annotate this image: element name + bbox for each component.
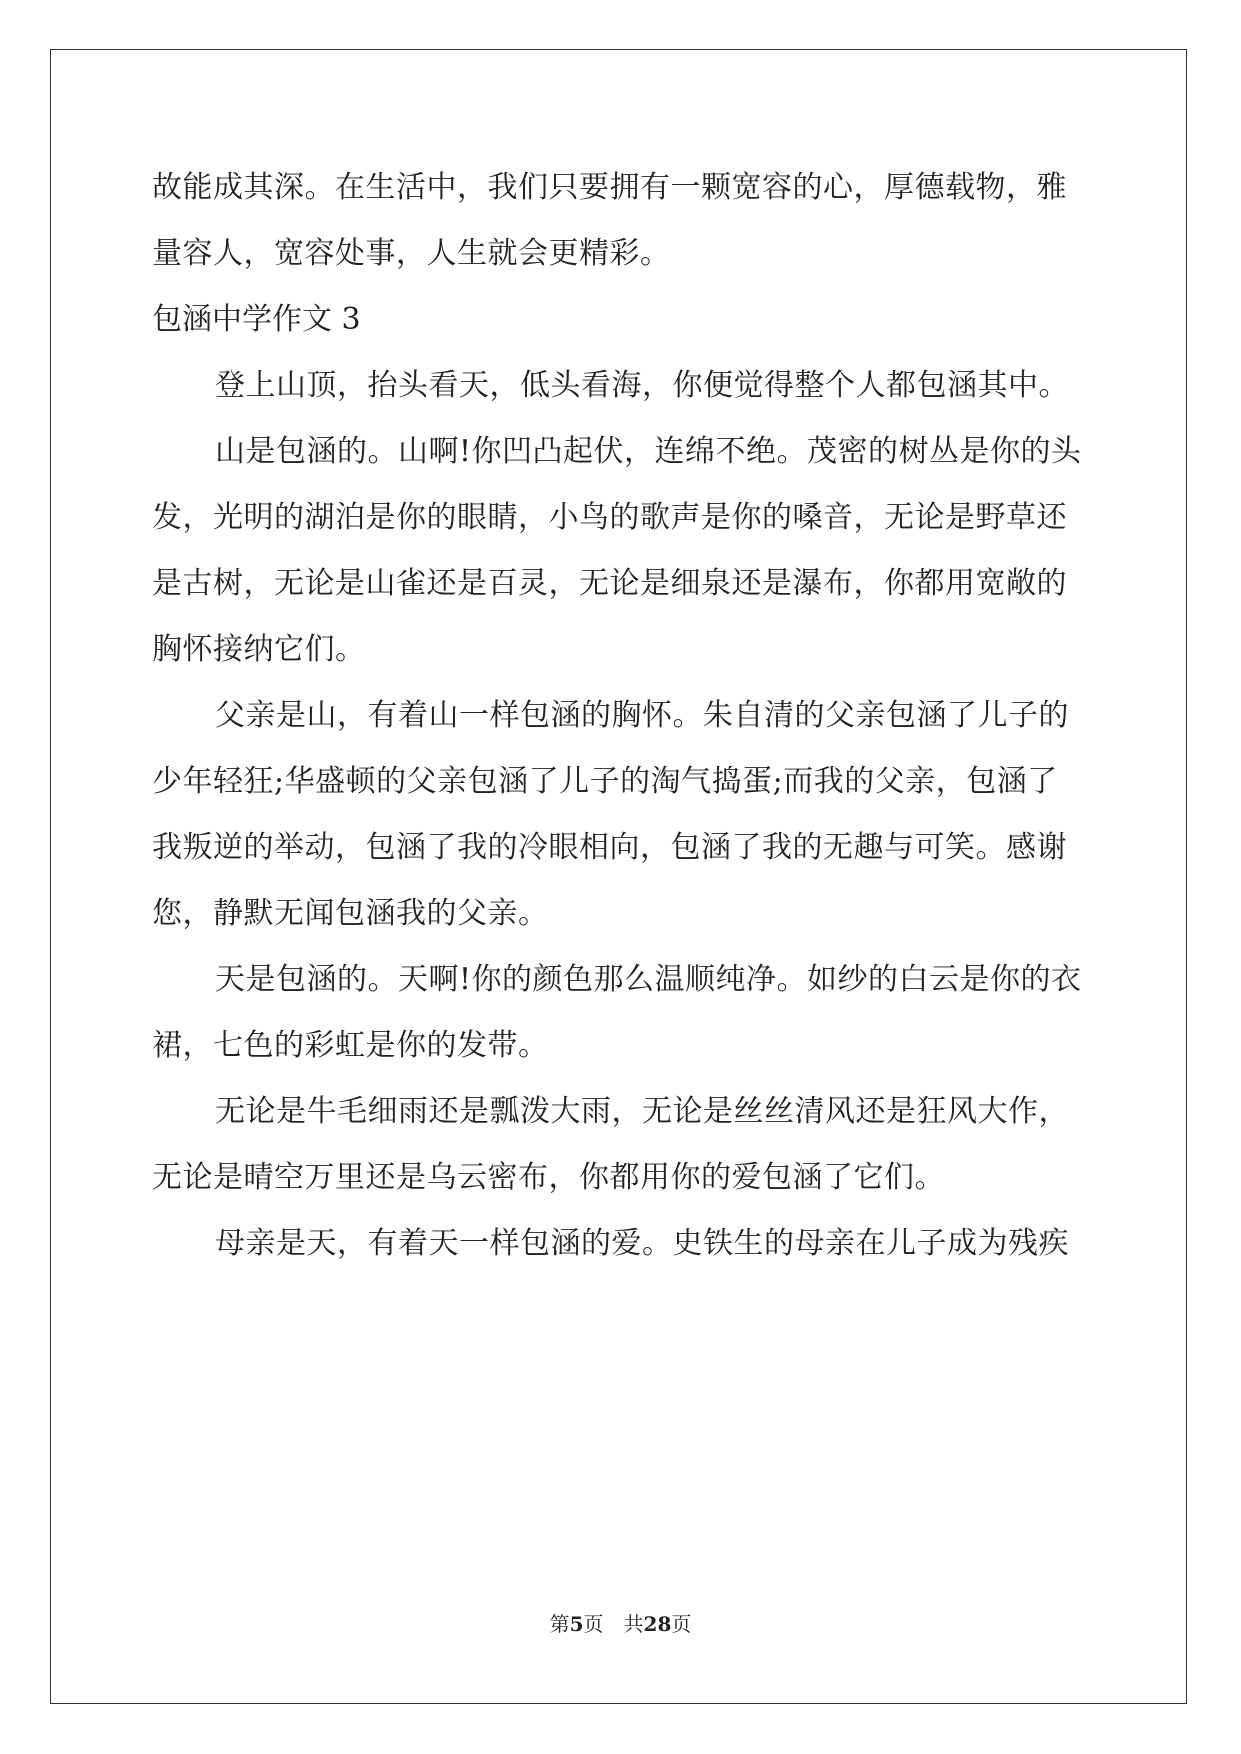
- text-line: 少年轻狂;华盛顿的父亲包涵了儿子的淘气捣蛋;而我的父亲，包涵了: [152, 764, 1058, 799]
- text-line: 山是包涵的。山啊!你凹凸起伏，连绵不绝。茂密的树丛是你的头: [215, 434, 1082, 469]
- text-line: 父亲是山，有着山一样包涵的胸怀。朱自清的父亲包涵了儿子的: [215, 698, 1069, 733]
- total-page-count: 28: [643, 1612, 672, 1636]
- page-footer: [0, 1608, 1241, 1637]
- text-line: 发，光明的湖泊是你的眼睛，小鸟的歌声是你的嗓音，无论是野草还: [152, 500, 1067, 535]
- text-line: 胸怀接纳它们。: [152, 632, 366, 667]
- text-line: 您，静默无闻包涵我的父亲。: [152, 896, 549, 931]
- text-line: 无论是牛毛细雨还是瓢泼大雨，无论是丝丝清风还是狂风大作，: [215, 1094, 1069, 1129]
- text-line: 是古树，无论是山雀还是百灵，无论是细泉还是瀑布，你都用宽敞的: [152, 566, 1067, 601]
- section-heading: 包涵中学作文 3: [152, 302, 361, 337]
- text-line: 量容人，宽容处事，人生就会更精彩。: [152, 236, 671, 271]
- text-line: 母亲是天，有着天一样包涵的爱。史铁生的母亲在儿子成为残疾: [215, 1226, 1069, 1261]
- text-line: 故能成其深。在生活中，我们只要拥有一颗宽容的心，厚德载物，雅: [152, 170, 1067, 205]
- text-line: 裙，七色的彩虹是你的发带。: [152, 1028, 549, 1063]
- footer-mid: 页 共: [583, 1612, 644, 1636]
- text-line: 我叛逆的举动，包涵了我的冷眼相向，包涵了我的无趣与可笑。感谢: [152, 830, 1067, 865]
- document-body: [152, 155, 1087, 1277]
- footer-prefix: 第: [549, 1612, 570, 1636]
- text-line: 登上山顶，抬头看天，低头看海，你便觉得整个人都包涵其中。: [215, 368, 1069, 403]
- text-line: 天是包涵的。天啊!你的颜色那么温顺纯净。如纱的白云是你的衣: [215, 962, 1082, 997]
- footer-suffix: 页: [671, 1612, 692, 1636]
- text-line: 无论是晴空万里还是乌云密布，你都用你的爱包涵了它们。: [152, 1160, 945, 1195]
- current-page-number: 5: [569, 1612, 584, 1636]
